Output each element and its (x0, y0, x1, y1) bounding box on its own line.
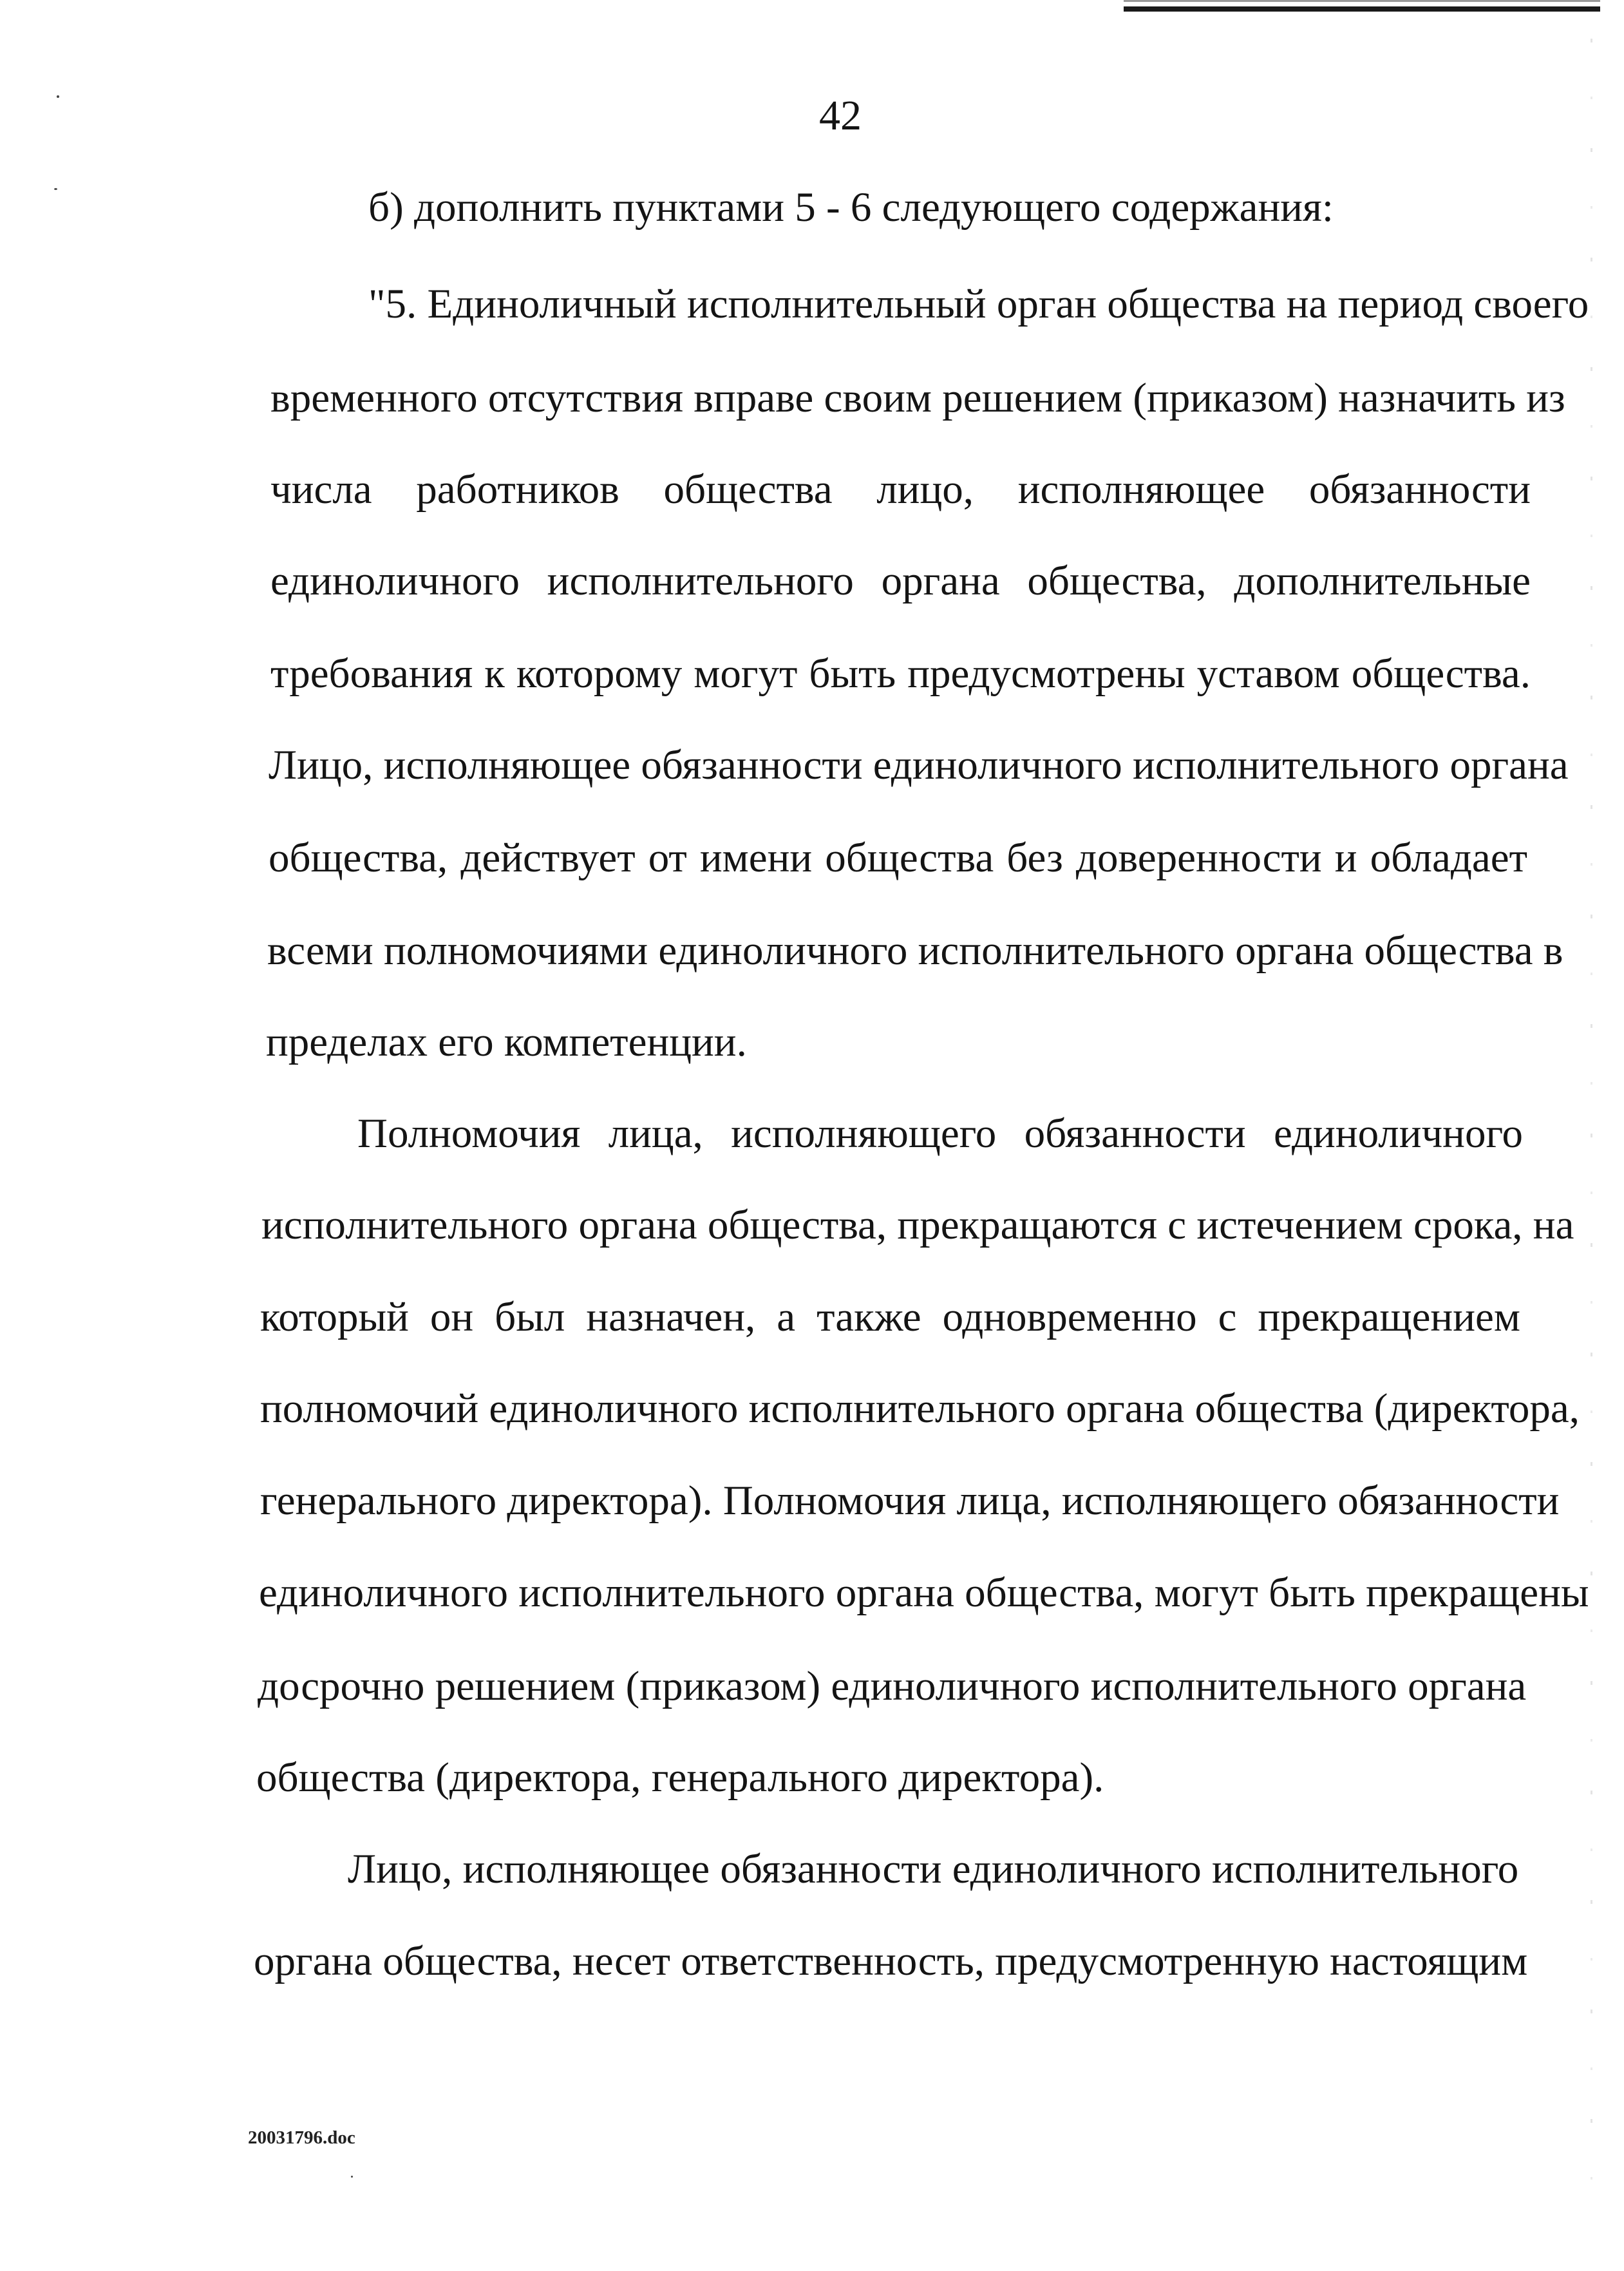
text-line: единоличного исполнительного органа общества, дополнительные (270, 558, 1531, 604)
text-line: органа общества, несет ответственность, предусмотренную настоящим (254, 1938, 1528, 1984)
text-line: который он был назначен, а также одновременно с прекращением (260, 1294, 1520, 1340)
text-line: генерального директора). Полномочия лица, исполняющего обязанности (260, 1478, 1560, 1524)
scan-speck (54, 188, 57, 190)
scan-speck (57, 95, 59, 98)
text-line: требования к которому могут быть предусмотрены уставом общества. (270, 651, 1531, 697)
text-line: Лицо, исполняющее обязанности единоличного исполнительного органа (269, 742, 1569, 788)
text-line: Лицо, исполняющее обязанности единоличного исполнительного (348, 1846, 1519, 1892)
text-line: общества (директора, генерального директора). (256, 1754, 1104, 1801)
text-line: исполнительного органа общества, прекращаются с истечением срока, на (261, 1202, 1574, 1248)
scan-speck (351, 2176, 353, 2178)
text-line: полномочий единоличного исполнительного органа общества (директора, (260, 1385, 1580, 1432)
scan-edge-noise (1591, 39, 1592, 2216)
text-line: пределах его компетенции. (266, 1019, 747, 1065)
text-line: общества, действует от имени общества без доверенности и обладает (269, 835, 1527, 881)
text-line: единоличного исполнительного органа общества, могут быть прекращены (259, 1570, 1589, 1616)
text-line: досрочно решением (приказом) единоличного исполнительного органа (258, 1663, 1527, 1709)
text-line: всеми полномочиями единоличного исполнительного органа общества в (267, 927, 1563, 974)
page-number: 42 (819, 92, 862, 139)
document-filename: 20031796.doc (248, 2127, 355, 2148)
scan-top-edge (1124, 0, 1600, 2)
top-rule (1124, 6, 1600, 12)
text-line: числа работников общества лицо, исполняющее обязанности (270, 466, 1531, 513)
text-line: "5. Единоличный исполнительный орган общества на период своего (368, 281, 1589, 327)
text-line: временного отсутствия вправе своим решением (приказом) назначить из (270, 375, 1565, 421)
text-line: б) дополнить пунктами 5 - 6 следующего содержания: (368, 184, 1334, 231)
text-line: Полномочия лица, исполняющего обязанности единоличного (357, 1110, 1523, 1157)
